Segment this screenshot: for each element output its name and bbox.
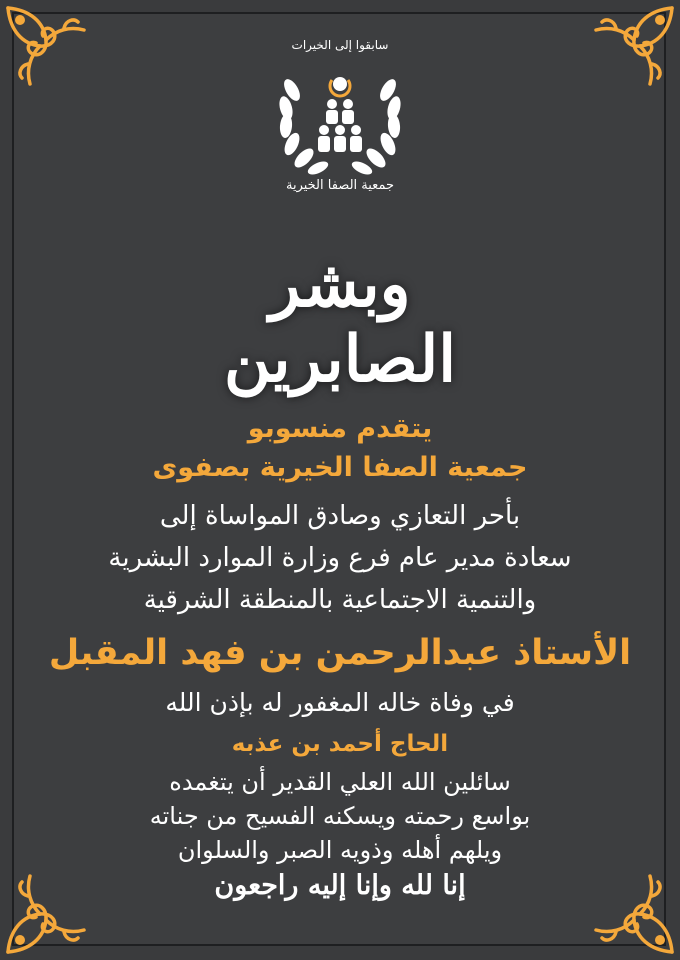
laurel-wreath-icon [262, 50, 418, 190]
intro-line: يتقدم منسوبو [247, 413, 433, 444]
corner-ornament-icon [0, 864, 96, 960]
prayer-line-3: ويلهم أهله وذويه الصبر والسلوان [177, 836, 503, 864]
deceased-name: الحاج أحمد بن عذبه [231, 731, 449, 757]
recipient-title-line-2: والتنمية الاجتماعية بالمنطقة الشرقية [143, 585, 537, 615]
organization-line: جمعية الصفا الخيرية بصفوى [152, 452, 528, 483]
deceased-intro-line: في وفاة خاله المغفور له بإذن الله [165, 688, 515, 717]
charity-logo [262, 38, 418, 198]
recipient-title-line: سعادة مدير عام فرع وزارة الموارد البشرية [108, 543, 572, 573]
logo-slogan: سابقوا إلى الخيرات [291, 38, 389, 52]
corner-ornament-icon [584, 864, 680, 960]
condolence-line: بأحر التعازي وصادق المواساة إلى [159, 501, 521, 531]
heading-calligraphy [150, 215, 530, 397]
prayer-line-1: سائلين الله العلي القدير أن يتغمده [169, 768, 511, 796]
corner-ornament-icon [584, 0, 680, 96]
recipient-name: الأستاذ عبدالرحمن بن فهد المقبل [48, 633, 632, 673]
corner-ornament-icon [0, 0, 96, 96]
heading-text: وبشر الصابرين [224, 247, 456, 397]
prayer-line-2: بواسع رحمته ويسكنه الفسيح من جناته [149, 802, 531, 830]
logo-org-name: جمعية الصفا الخيرية [285, 178, 394, 193]
closing-calligraphy: إنا لله وإنا إليه راجعون [214, 870, 466, 901]
